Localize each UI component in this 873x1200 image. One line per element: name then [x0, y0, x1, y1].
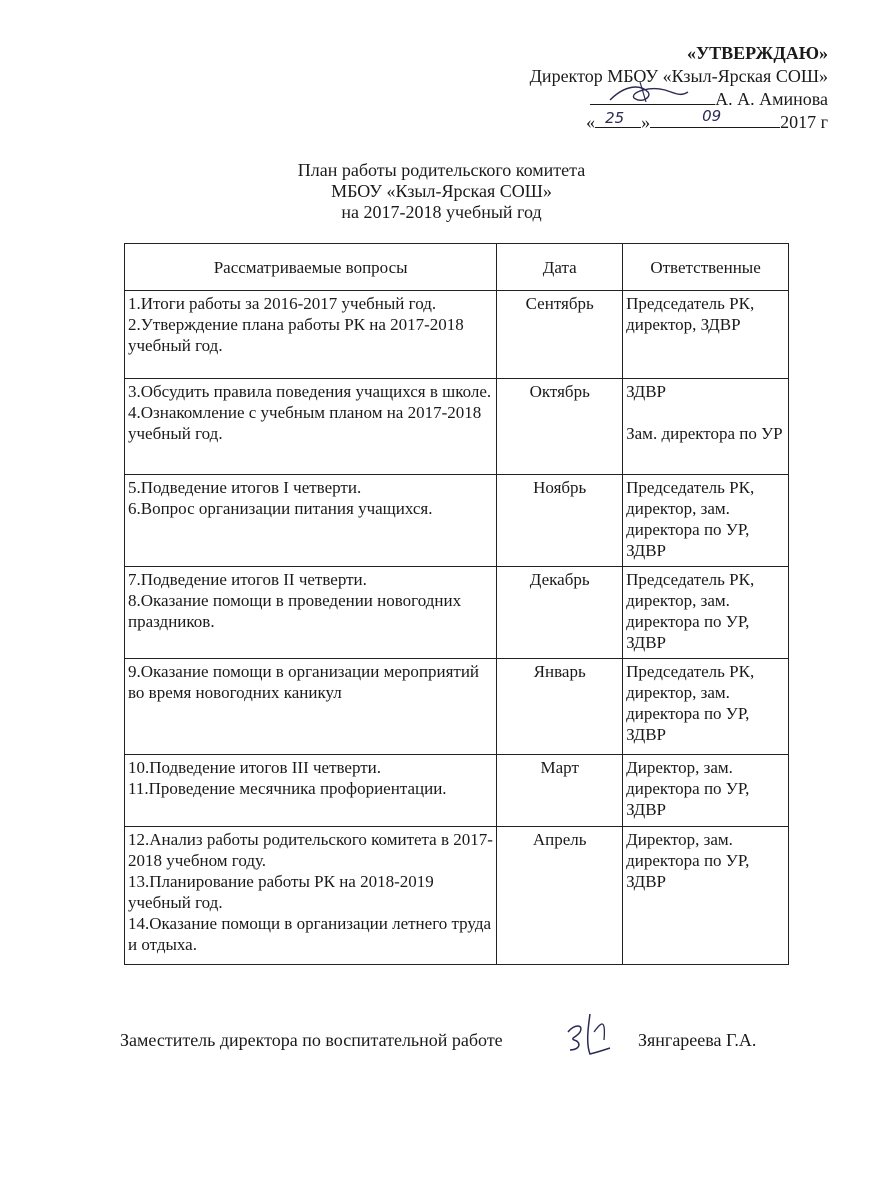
plan-table — [124, 243, 789, 965]
date-close-quote: » — [641, 112, 651, 132]
responsible-cell — [623, 659, 789, 755]
questions-cell — [125, 827, 497, 965]
approval-date — [530, 107, 828, 134]
date-cell: Март — [497, 755, 623, 827]
footer-position: Заместитель директора по воспитательной работе — [120, 1030, 503, 1050]
header-questions: Рассматриваемые вопросы — [125, 244, 497, 291]
responsible-cell — [623, 755, 789, 827]
table-row — [125, 291, 789, 379]
date-year: 2017 г — [780, 112, 828, 132]
question: 9.Оказание помощи в организации мероприятий во время новогодних каникул — [128, 662, 480, 702]
table-row — [125, 567, 789, 659]
responsible: Председатель РК, директор, зам. директора по УР, ЗДВР — [626, 478, 755, 560]
question: 3.Обсудить правила поведения учащихся в школе. — [128, 382, 492, 401]
header-date: Дата — [497, 244, 623, 291]
question: 1.Итоги работы за 2016-2017 учебный год. — [128, 294, 437, 313]
date-cell: Ноябрь — [497, 475, 623, 567]
questions-cell — [125, 475, 497, 567]
table-row — [125, 755, 789, 827]
responsible: Председатель РК, директор, ЗДВР — [626, 294, 755, 334]
date-day-line — [595, 111, 641, 128]
header-responsible: Ответственные — [623, 244, 789, 291]
approval-signature-line — [530, 88, 828, 111]
questions-cell — [125, 379, 497, 475]
question: 4.Ознакомление с учебным планом на 2017-2018 учебный год. — [128, 403, 482, 443]
questions-cell — [125, 291, 497, 379]
table-row — [125, 379, 789, 475]
responsible: Председатель РК, директор, зам. директора по УР, ЗДВР — [626, 662, 755, 744]
table-row — [125, 827, 789, 965]
questions-cell — [125, 755, 497, 827]
responsible: Зам. директора по УР — [626, 424, 783, 443]
responsible-cell — [623, 291, 789, 379]
date-open-quote: « — [586, 112, 596, 132]
questions-cell — [125, 659, 497, 755]
date-cell: Апрель — [497, 827, 623, 965]
date-month: 09 — [702, 107, 722, 125]
question: 11.Проведение месячника профориентации. — [128, 779, 447, 798]
title-line-1: План работы родительского комитета — [297, 160, 586, 180]
title-line-2: МБОУ «Кзыл-Ярская СОШ» — [331, 181, 552, 201]
director-signature — [590, 80, 715, 108]
approval-heading: «УТВЕРЖДАЮ» — [686, 43, 828, 63]
table-row — [125, 475, 789, 567]
date-cell: Декабрь — [497, 567, 623, 659]
question: 10.Подведение итогов III четверти. — [128, 758, 382, 777]
table-header-row — [125, 244, 789, 291]
responsible-cell — [623, 379, 789, 475]
responsible: ЗДВР — [626, 382, 666, 401]
approval-signer: А. А. Аминова — [715, 89, 828, 109]
date-cell: Октябрь — [497, 379, 623, 475]
question: 5.Подведение итогов I четверти. — [128, 478, 362, 497]
question: 2.Утверждение плана работы РК на 2017-2018 учебный год. — [128, 315, 464, 355]
responsible: Директор, зам. директора по УР, ЗДВР — [626, 758, 750, 819]
title-line-3: на 2017-2018 учебный год — [341, 202, 542, 222]
responsible: Председатель РК, директор, зам. директора по УР, ЗДВР — [626, 570, 755, 652]
question: 6.Вопрос организации питания учащихся. — [128, 499, 433, 518]
deputy-signature — [560, 1010, 620, 1060]
table-row — [125, 659, 789, 755]
question: 12.Анализ работы родительского комитета в 2017-2018 учебном году. — [128, 830, 493, 870]
question: 14.Оказание помощи в организации летнего труда и отдыха. — [128, 914, 492, 954]
date-day: 25 — [605, 109, 625, 127]
responsible-cell — [623, 475, 789, 567]
responsible: Директор, зам. директора по УР, ЗДВР — [626, 830, 750, 891]
date-cell: Январь — [497, 659, 623, 755]
approval-position: Директор МБОУ «Кзыл-Ярская СОШ» — [529, 66, 828, 86]
footer-name: Зянгареева Г.А. — [638, 1030, 757, 1050]
document-title — [0, 160, 873, 223]
date-month-line — [650, 107, 780, 128]
approval-block — [530, 42, 828, 134]
footer — [120, 1030, 790, 1051]
questions-cell — [125, 567, 497, 659]
question: 8.Оказание помощи в проведении новогодних праздников. — [128, 591, 462, 631]
date-cell: Сентябрь — [497, 291, 623, 379]
signature-underline — [590, 88, 715, 105]
responsible-cell — [623, 567, 789, 659]
responsible-cell — [623, 827, 789, 965]
question: 13.Планирование работы РК на 2018-2019 учебный год. — [128, 872, 434, 912]
question: 7.Подведение итогов II четверти. — [128, 570, 367, 589]
